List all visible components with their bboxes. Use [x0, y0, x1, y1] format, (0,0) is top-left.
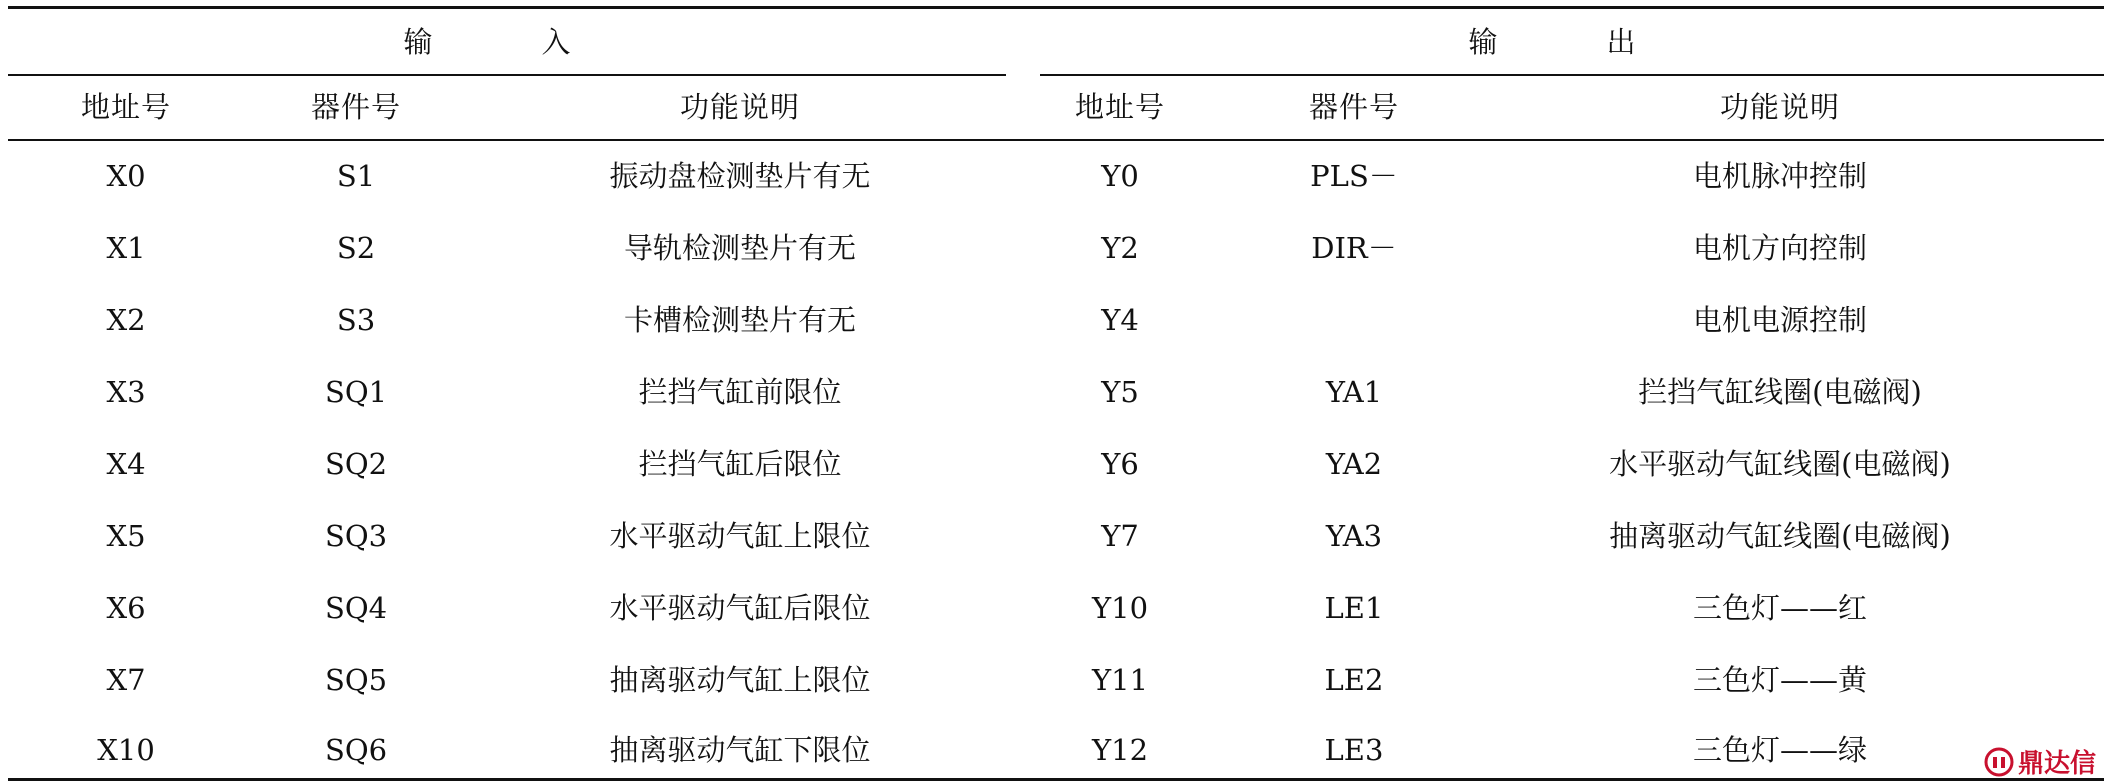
input-device: S3: [336, 303, 376, 337]
output-function-header: 功能说明: [1719, 90, 1840, 124]
input-device: SQ4: [324, 591, 388, 625]
header-bottom-rule: [8, 139, 2104, 141]
output-device: LE1: [1324, 591, 1384, 625]
input-address: X10: [97, 733, 155, 767]
input-address: X3: [106, 375, 146, 409]
output-address: Y4: [1101, 303, 1139, 337]
input-function: 拦挡气缸后限位: [638, 447, 842, 481]
input-device: S1: [336, 159, 376, 193]
input-device: SQ1: [324, 375, 388, 409]
output-address: Y6: [1101, 447, 1139, 481]
input-function-header: 功能说明: [679, 90, 800, 124]
input-address: X2: [106, 303, 146, 337]
input-device: SQ6: [324, 733, 388, 767]
watermark: [1984, 743, 2096, 780]
output-group-title: 输 出: [1468, 25, 1676, 59]
input-function: 水平驱动气缸上限位: [609, 519, 871, 553]
input-address: X4: [106, 447, 146, 481]
input-device-header: 器件号: [310, 90, 401, 124]
input-device: SQ2: [324, 447, 388, 481]
output-address: Y11: [1091, 663, 1149, 697]
output-address: Y5: [1101, 375, 1139, 409]
input-address: X5: [106, 519, 146, 553]
output-function: 电机脉冲控制: [1692, 159, 1867, 193]
input-device: SQ3: [324, 519, 388, 553]
table-bottom-rule: [8, 778, 2104, 781]
input-device: S2: [336, 231, 376, 265]
output-function: 拦挡气缸线圈(电磁阀): [1638, 375, 1922, 409]
output-function: 三色灯——绿: [1692, 733, 1867, 767]
output-function: 三色灯——黄: [1692, 663, 1867, 697]
input-device: SQ5: [324, 663, 388, 697]
input-function: 卡槽检测垫片有无: [623, 303, 856, 337]
output-group-rule: [1040, 74, 2104, 76]
input-function: 抽离驱动气缸下限位: [609, 733, 871, 767]
output-address: Y2: [1101, 231, 1139, 265]
dingdaxin-logo-icon: [1984, 747, 2014, 777]
output-function: 抽离驱动气缸线圈(电磁阀): [1609, 519, 1951, 553]
output-device: DIR－: [1311, 231, 1397, 265]
output-device: YA1: [1325, 375, 1383, 409]
input-function: 拦挡气缸前限位: [638, 375, 842, 409]
input-address: X6: [106, 591, 146, 625]
input-function: 水平驱动气缸后限位: [609, 591, 871, 625]
input-function: 振动盘检测垫片有无: [609, 159, 871, 193]
input-function: 导轨检测垫片有无: [623, 231, 856, 265]
output-device: LE2: [1324, 663, 1384, 697]
output-function: 电机电源控制: [1692, 303, 1867, 337]
input-address: X0: [106, 159, 146, 193]
input-group-rule: [8, 74, 1006, 76]
output-address: Y7: [1101, 519, 1139, 553]
output-address-header: 地址号: [1074, 90, 1165, 124]
output-function: 水平驱动气缸线圈(电磁阀): [1609, 447, 1951, 481]
output-device: LE3: [1324, 733, 1384, 767]
output-function: 电机方向控制: [1692, 231, 1867, 265]
output-device: PLS－: [1310, 159, 1398, 193]
input-address-header: 地址号: [80, 90, 171, 124]
output-device-header: 器件号: [1308, 90, 1399, 124]
output-device: YA3: [1325, 519, 1383, 553]
output-device: YA2: [1325, 447, 1383, 481]
output-address: Y12: [1091, 733, 1149, 767]
output-address: Y10: [1091, 591, 1149, 625]
output-function: 三色灯——红: [1692, 591, 1867, 625]
output-address: Y0: [1101, 159, 1139, 193]
watermark-text: 鼎达信: [2017, 749, 2096, 779]
table-top-rule: [8, 6, 2104, 9]
input-function: 抽离驱动气缸上限位: [609, 663, 871, 697]
input-address: X7: [106, 663, 146, 697]
input-address: X1: [106, 231, 146, 265]
input-group-title: 输 入: [403, 25, 611, 59]
